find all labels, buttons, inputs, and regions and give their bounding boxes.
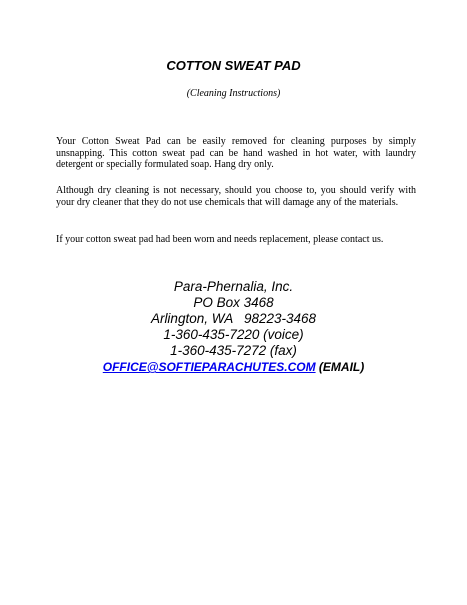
email-line [0, 359, 467, 375]
paragraph-dry-cleaning: Although dry cleaning is not necessary, should you choose to, you should verify with your dry cleaner that they do not use chemicals that will damage any of the materials. [56, 185, 416, 208]
phone-fax: 1-360-435-7272 (fax) [170, 343, 297, 358]
paragraph-cleaning: Your Cotton Sweat Pad can be easily removed for cleaning purposes by simply unsnapping. This cotton sweat pad can be hand washed in hot water, with laundry detergent or specially formulated soap. Hang dry only. [56, 136, 416, 170]
phone-voice: 1-360-435-7220 (voice) [163, 327, 304, 342]
email-suffix: (EMAIL) [315, 360, 365, 374]
city-state-zip: Arlington, WA 98223-3468 [150, 311, 317, 326]
paragraph-replacement: If your cotton sweat pad had been worn and needs replacement, please contact us. [56, 234, 384, 245]
email-link[interactable]: OFFICE@SOFTIEPARACHUTES.COM [102, 360, 316, 374]
company-name: Para-Phernalia, Inc. [173, 279, 294, 294]
contact-block [0, 279, 467, 375]
po-box: PO Box 3468 [193, 295, 274, 310]
document-subtitle: (Cleaning Instructions) [186, 88, 281, 99]
document-title: COTTON SWEAT PAD [166, 58, 301, 73]
